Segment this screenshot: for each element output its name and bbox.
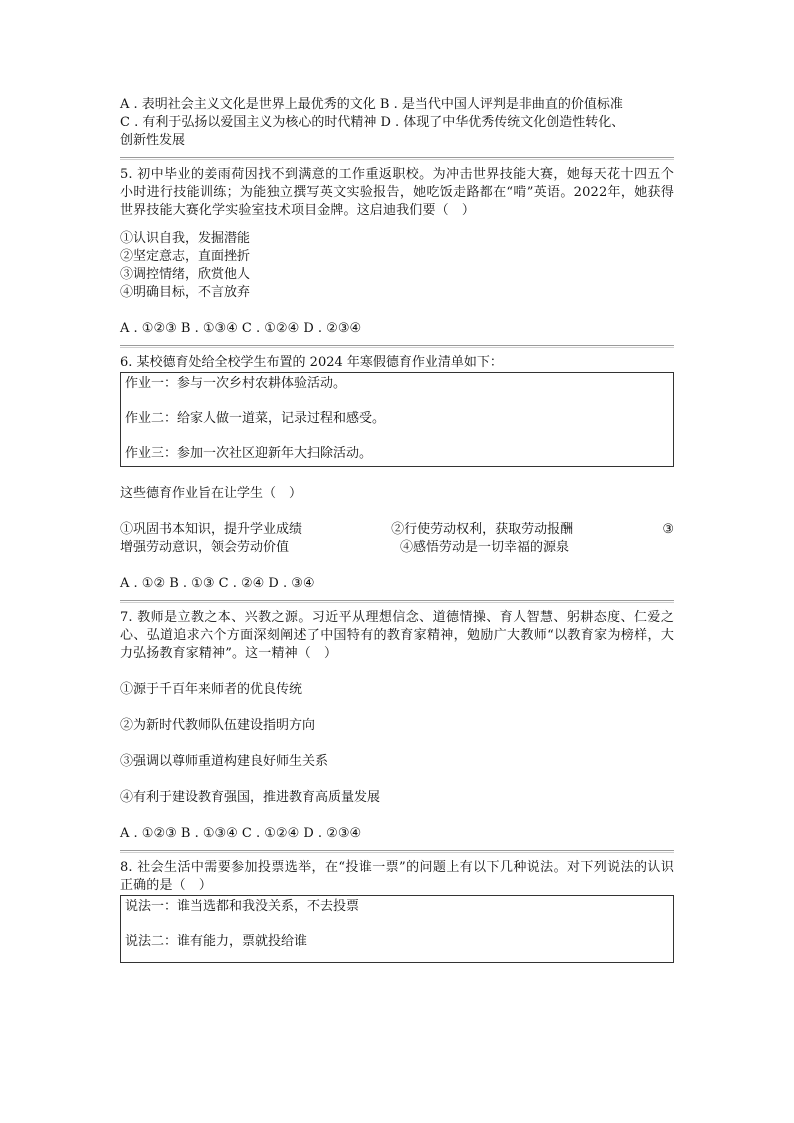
q5-item-3: ③调控情绪，欣赏他人 [120, 267, 251, 282]
q6-item-3-marker: ③ [662, 522, 674, 537]
q6-item-4: ④感悟劳动是一切幸福的源泉 [400, 540, 570, 555]
q6-stem: 6. 某校德育处给全校学生布置的 2024 年寒假德育作业清单如下： [120, 355, 503, 370]
q5-item-1: ①认识自我，发掘潜能 [120, 231, 251, 246]
q5-options[interactable]: A . ①②③ B . ①③④ C . ①②④ D . ②③④ [120, 321, 362, 336]
q6-item-2: ②行使劳动权利，获取劳动报酬 [391, 522, 574, 537]
q5-item-4: ④明确目标，不言放弃 [120, 285, 251, 300]
q4-options-line-1[interactable]: A . 表明社会主义文化是世界上最优秀的文化 B . 是当代中国人评判是非曲直的价值标准 [120, 97, 623, 112]
q4-options-line-3[interactable]: 创新性发展 [120, 133, 186, 148]
q6-item-3-text: 增强劳动意识，领会劳动价值 [120, 540, 290, 555]
document-page [120, 96, 674, 963]
q8-statement-2: 说法二：谁有能力，票就投给谁 [125, 934, 308, 949]
separator [120, 157, 674, 160]
q7-item-4: ④有利于建设教育强国，推进教育高质量发展 [120, 790, 381, 805]
q7-options[interactable]: A . ①②③ B . ①③④ C . ①②④ D . ②③④ [120, 826, 362, 841]
q6-homework-box [120, 372, 674, 467]
q8-statements-box [120, 895, 674, 963]
q6-question: 这些德育作业旨在让学生（ ） [120, 486, 303, 501]
question-7 [120, 609, 674, 843]
q7-item-3: ③强调以尊师重道构建良好师生关系 [120, 754, 329, 769]
q5-item-2: ②坚定意志，直面挫折 [120, 249, 251, 264]
q6-box-line-1: 作业一：参与一次乡村农耕体验活动。 [125, 376, 347, 391]
q6-box-line-2: 作业二：给家人做一道菜，记录过程和感受。 [125, 411, 386, 426]
separator [120, 850, 674, 853]
q6-items-row-2 [120, 539, 674, 557]
separator [120, 345, 674, 348]
q6-item-1: ①巩固书本知识，提升学业成绩 [120, 522, 303, 537]
q7-item-1: ①源于千百年来师者的优良传统 [120, 682, 303, 697]
q8-stem: 8. 社会生活中需要参加投票选举，在“投谁一票”的问题上有以下几种说法。对下列说法的认识正确的是（ ） [120, 860, 674, 893]
q5-stem: 5. 初中毕业的姜雨荷因找不到满意的工作重返职校。为冲击世界技能大赛，她每天花十四五个小时进行技能训练；为能独立撰写英文实验报告，她吃饭走路都在“啃”英语。2022年，她获得世界技能大赛化学实验室技术项目金牌。这启迪我们要（ ） [120, 167, 674, 218]
q8-statement-1: 说法一：谁当选都和我没关系，不去投票 [125, 899, 360, 914]
q7-item-2: ②为新时代教师队伍建设指明方向 [120, 718, 316, 733]
q6-items-row-1 [120, 521, 674, 539]
q6-box-line-3: 作业三：参加一次社区迎新年大扫除活动。 [125, 446, 373, 461]
separator [120, 600, 674, 603]
question-8 [120, 859, 674, 963]
q7-stem: 7. 教师是立教之本、兴教之源。习近平从理想信念、道德情操、育人智慧、躬耕态度、仁爱之心、弘道追求六个方面深刻阐述了中国特有的教育家精神，勉励广大教师“以教育家为榜样，大力弘扬教育家精神”。这一精神（ ） [120, 610, 674, 661]
q4-options [120, 96, 674, 150]
q6-options[interactable]: A . ①② B . ①③ C . ②④ D . ③④ [120, 576, 315, 591]
q4-options-line-2[interactable]: C . 有利于弘扬以爱国主义为核心的时代精神 D . 体现了中华优秀传统文化创造性转化、 [120, 115, 625, 130]
question-5 [120, 166, 674, 338]
question-6 [120, 354, 674, 593]
